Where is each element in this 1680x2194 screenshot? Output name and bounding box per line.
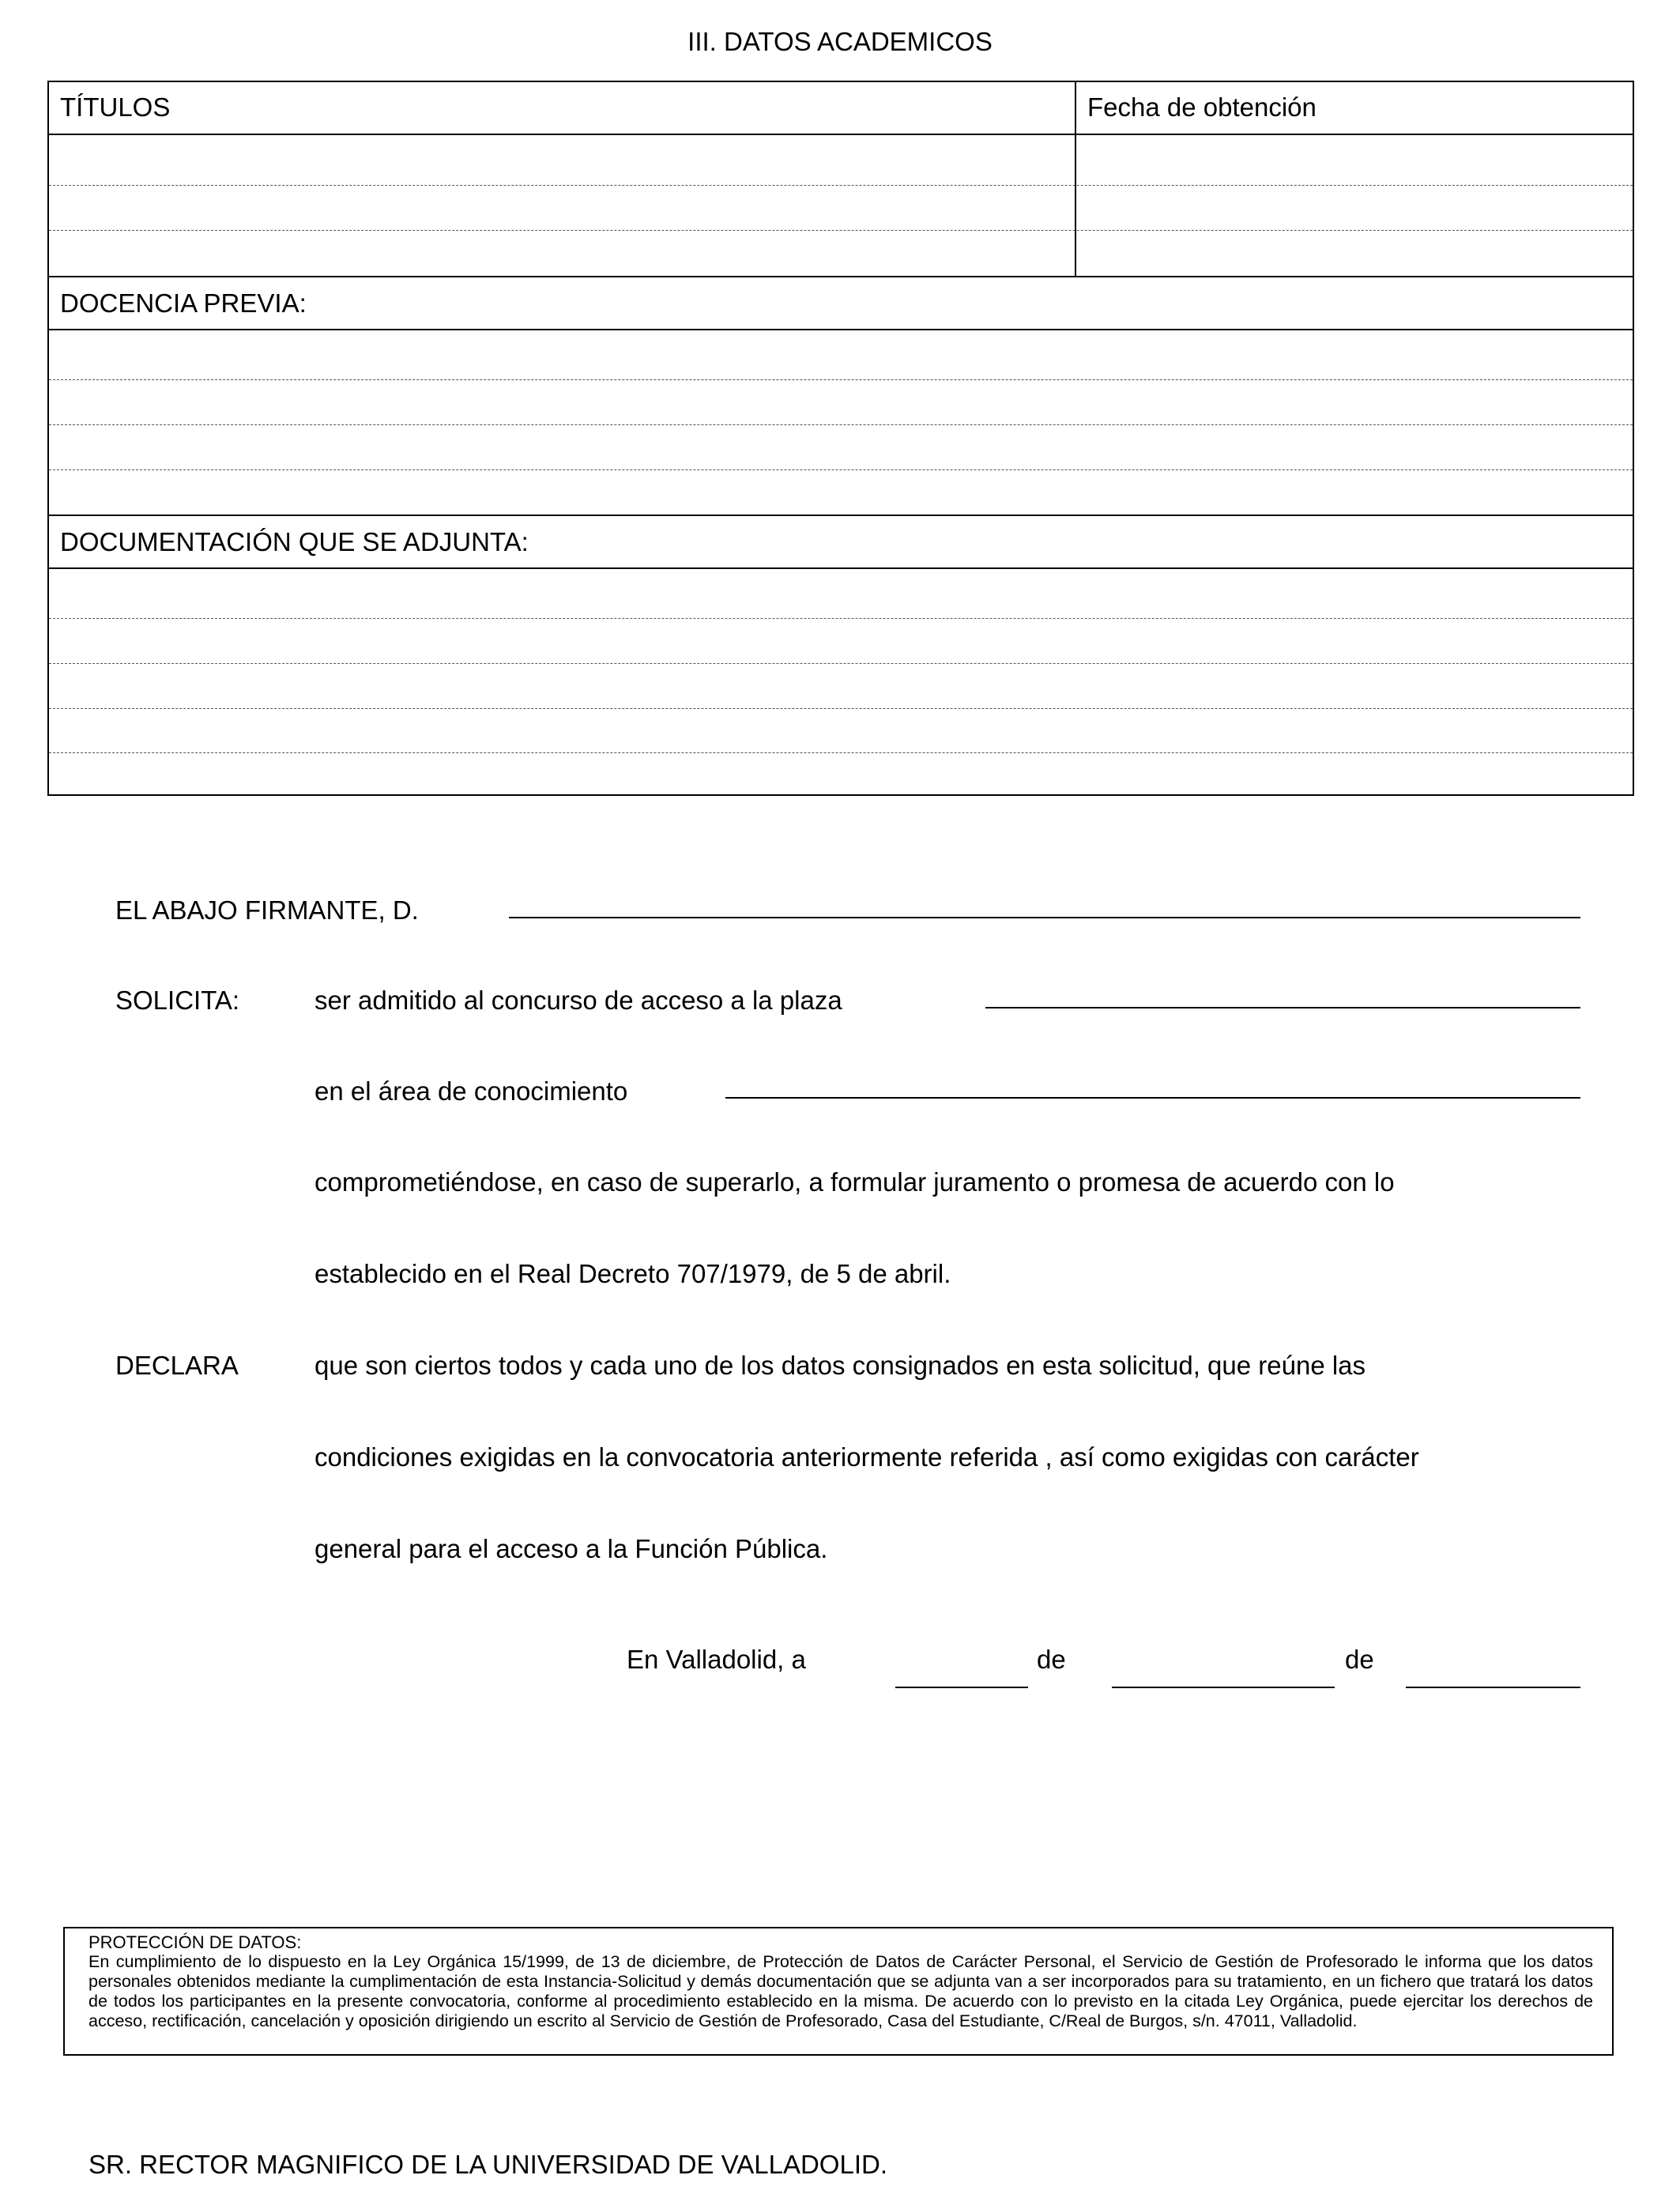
academic-data-table [47,81,1634,796]
plaza-fill-line[interactable] [985,1007,1580,1008]
declara-label: DECLARA [115,1351,239,1380]
documentacion-entry-line[interactable] [49,663,1633,664]
titulos-entry-line[interactable] [49,185,1633,186]
documentacion-entry-line[interactable] [49,752,1633,753]
documentacion-entry-line[interactable] [49,708,1633,709]
fecha-header: Fecha de obtención [1087,92,1317,122]
day-fill-line[interactable] [895,1687,1028,1688]
data-protection-notice [63,1927,1614,2056]
date-de-2: de [1345,1645,1374,1674]
addressee: SR. RECTOR MAGNIFICO DE LA UNIVERSIDAD DE VALLADOLID. [89,2150,887,2179]
month-fill-line[interactable] [1112,1687,1335,1688]
section-divider [49,276,1633,277]
docencia-previa-label: DOCENCIA PREVIA: [60,288,307,318]
section-title: III. DATOS ACADEMICOS [687,27,993,56]
section-divider [49,515,1633,516]
solicita-line-2: en el área de conocimiento [315,1076,628,1106]
year-fill-line[interactable] [1406,1687,1580,1688]
documentacion-header-divider [49,567,1633,569]
data-protection-text: En cumplimiento de lo dispuesto en la Ley Orgánica 15/1999, de 13 de diciembre, de Protección de Datos de Carácter Personal, el Servicio de Gestión de Profesorado le informa que los datos personales obtenidos mediante la cumplimentación de esta Instancia-Solicitud y demás documentación que se adjunta van a ser incorporados para su tratamiento, en un fichero que tratará los datos de todos los participantes en la presente convocatoria, conforme al procedimiento establecido en la misma. De acuerdo con lo previsto en la citada Ley Orgánica, puede ejercitar los derechos de acceso, rectificación, cancelación y oposición dirigiendo un escrito al Servicio de Gestión de Profesorado, Casa del Estudiante, C/Real de Burgos, s/n. 47011, Valladolid. [89,1952,1593,2030]
documentacion-label: DOCUMENTACIÓN QUE SE ADJUNTA: [60,527,529,556]
date-prefix: En Valladolid, a [627,1645,806,1674]
firmante-label: EL ABAJO FIRMANTE, D. [115,895,419,925]
date-de-1: de [1037,1645,1066,1674]
declara-line-3: general para el acceso a la Función Pública. [315,1534,828,1563]
solicita-line-4: establecido en el Real Decreto 707/1979, de 5 de abril. [315,1259,951,1288]
docencia-entry-line[interactable] [49,424,1633,425]
docencia-header-divider [49,329,1633,330]
docencia-entry-line[interactable] [49,379,1633,380]
data-protection-title: PROTECCIÓN DE DATOS: [89,1932,302,1952]
header-divider [49,134,1633,135]
titulos-header: TÍTULOS [60,92,171,122]
solicita-label: SOLICITA: [115,986,240,1015]
declara-line-2: condiciones exigidas en la convocatoria anteriormente referida , así como exigidas con carácter [315,1442,1419,1472]
solicita-line-3: comprometiéndose, en caso de superarlo, a formular juramento o promesa de acuerdo con lo [315,1167,1395,1197]
docencia-entry-line[interactable] [49,469,1633,470]
titulos-column-divider [1075,82,1076,276]
firmante-name-line[interactable] [509,917,1580,918]
declara-line-1: que son ciertos todos y cada uno de los datos consignados en esta solicitud, que reúne las [315,1351,1366,1380]
area-fill-line[interactable] [725,1097,1580,1099]
solicita-line-1: ser admitido al concurso de acceso a la plaza [315,986,842,1015]
titulos-entry-line[interactable] [49,230,1633,231]
documentacion-entry-line[interactable] [49,618,1633,619]
